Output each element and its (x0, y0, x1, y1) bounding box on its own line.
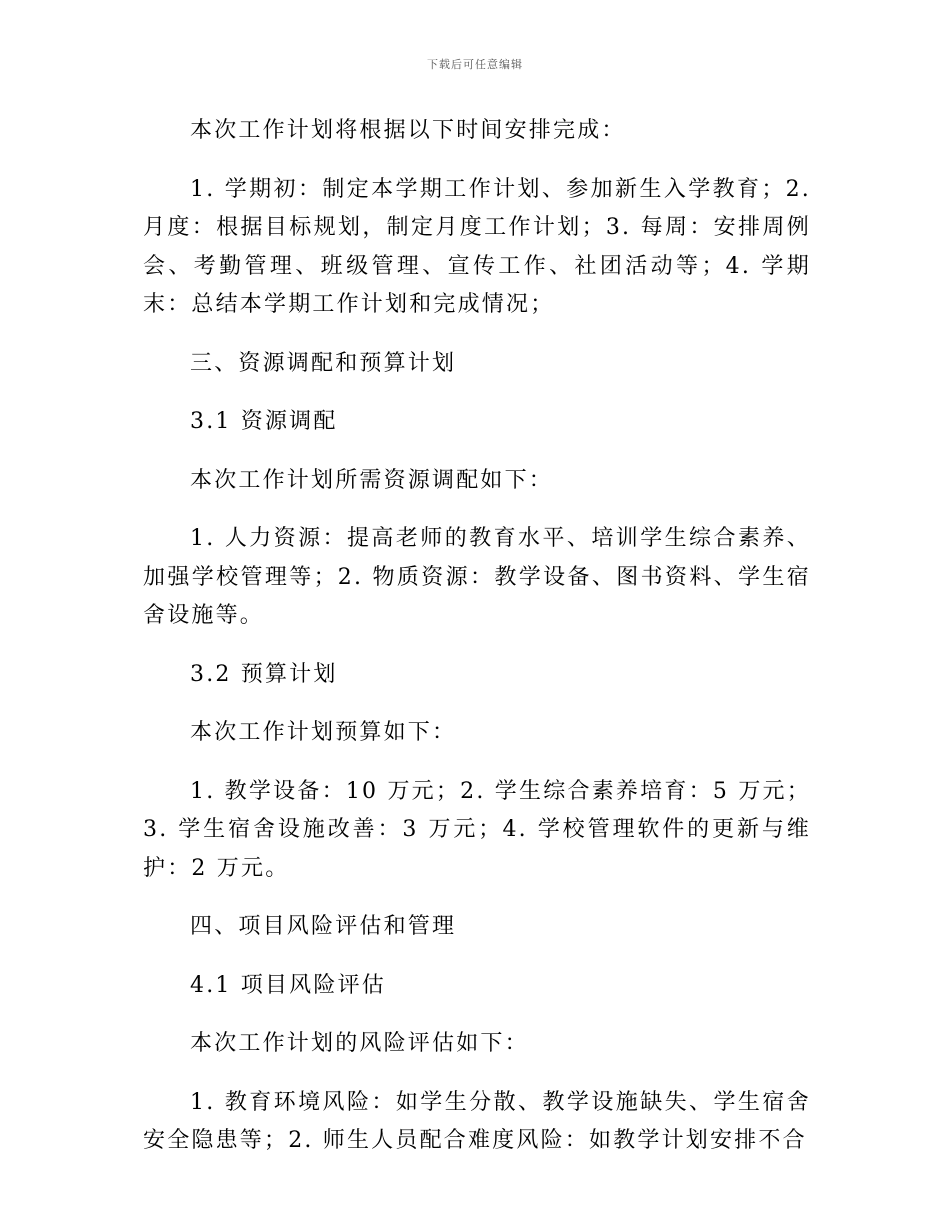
budget-intro-paragraph: 本次工作计划预算如下： (190, 720, 457, 745)
subsection-heading-4-1: 4.1 项目风险评估 (190, 972, 386, 998)
document-body (143, 112, 811, 1181)
page-header-note: 下载后可任意编辑 (427, 58, 523, 71)
section-heading-resources: 三、资源调配和预算计划 (190, 350, 457, 376)
subsection-heading-3-2: 3.2 预算计划 (190, 661, 338, 687)
resource-intro-paragraph: 本次工作计划所需资源调配如下： (190, 467, 554, 493)
section-heading-risk: 四、项目风险评估和管理 (190, 914, 457, 939)
schedule-intro-paragraph: 本次工作计划将根据以下时间安排完成： (190, 118, 626, 143)
subsection-heading-3-1: 3.1 资源调配 (190, 409, 338, 434)
schedule-list-paragraph: 1. 学期初：制定本学期工作计划、参加新生入学教育；2. 月度：根据目标规划，制定月度工作计划；3. 每周：安排周例会、考勤管理、班级管理、宣传工作、社团活动等；4. 学期末：总结本学期工作计划和完成情况； (143, 176, 811, 317)
resource-list-paragraph: 1. 人力资源：提高老师的教育水平、培训学生综合素养、加强学校管理等；2. 物质资源：教学设备、图书资料、学生宿舍设施等。 (143, 526, 811, 628)
risk-intro-paragraph: 本次工作计划的风险评估如下： (190, 1031, 529, 1056)
budget-list-paragraph: 1. 教学设备：10 万元；2. 学生综合素养培育：5 万元；3. 学生宿舍设施改善：3 万元；4. 学校管理软件的更新与维护：2 万元。 (143, 778, 811, 881)
risk-list-paragraph: 1. 教育环境风险：如学生分散、教学设施缺失、学生宿舍安全隐患等；2. 师生人员配合难度风险：如教学计划安排不合 (143, 1089, 811, 1153)
